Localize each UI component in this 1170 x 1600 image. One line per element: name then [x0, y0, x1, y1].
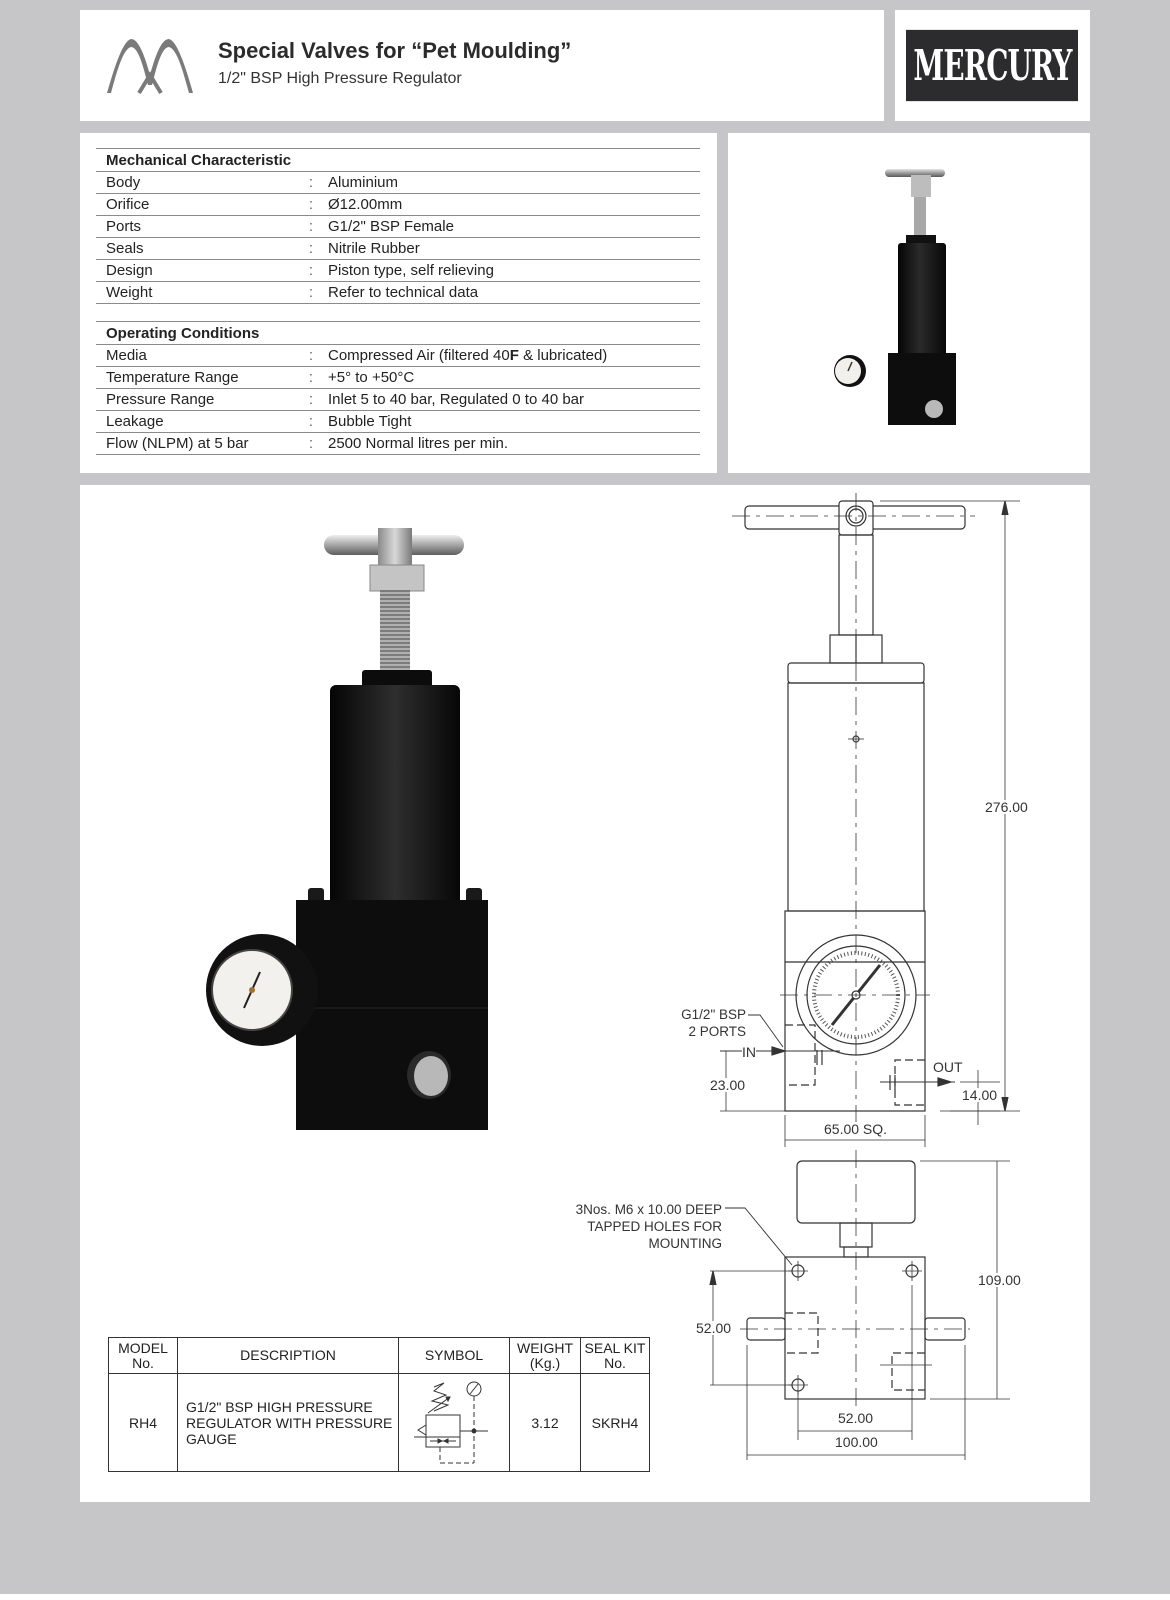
spec-row: Media : Compressed Air (filtered 40F & lubricated)	[96, 345, 700, 367]
out-label: OUT	[933, 1059, 963, 1075]
spec-row: Flow (NLPM) at 5 bar : 2500 Normal litres per min.	[96, 433, 700, 455]
spec-row: Pressure Range : Inlet 5 to 40 bar, Regulated 0 to 40 bar	[96, 389, 700, 411]
header-panel	[80, 10, 884, 121]
spec-row: Ports : G1/2" BSP Female	[96, 216, 700, 238]
spec-panel	[80, 133, 717, 473]
model-symbol	[399, 1374, 510, 1472]
mechanical-characteristic-table	[96, 148, 700, 304]
model-seal-kit: SKRH4	[581, 1374, 650, 1472]
bottom-strip	[0, 1594, 1170, 1600]
dim-overall-height: 276.00	[985, 799, 1028, 815]
dim-hole-vertical: 52.00	[696, 1320, 732, 1336]
spec-row: Design : Piston type, self relieving	[96, 260, 700, 282]
model-table	[108, 1337, 650, 1472]
spec-row: Seals : Nitrile Rubber	[96, 238, 700, 260]
regulator-symbol-icon	[404, 1375, 504, 1467]
brand-logo: MERCURY	[906, 30, 1078, 101]
mounting-holes-note: 3Nos. M6 x 10.00 DEEP TAPPED HOLES FOR MOUNTING	[575, 1202, 722, 1251]
dim-overall-width: 100.00	[835, 1434, 878, 1450]
section-heading: Mechanical Characteristic	[96, 149, 700, 172]
spec-row: Weight : Refer to technical data	[96, 282, 700, 304]
in-label: IN	[742, 1044, 756, 1060]
model-weight: 3.12	[510, 1374, 581, 1472]
ports-note: G1/2" BSP 2 PORTS	[681, 1007, 746, 1039]
section-heading: Operating Conditions	[96, 322, 700, 345]
dim-in-height: 23.00	[710, 1077, 746, 1093]
dim-top-height: 109.00	[978, 1272, 1021, 1288]
spec-row: Body : Aluminium	[96, 172, 700, 194]
spec-row: Leakage : Bubble Tight	[96, 411, 700, 433]
regulator-photo-small-icon	[728, 133, 1090, 473]
spec-row: Orifice : Ø12.00mm	[96, 194, 700, 216]
spec-row: Temperature Range : +5° to +50°C	[96, 367, 700, 389]
company-logo-icon	[105, 35, 195, 95]
drawing-panel	[80, 485, 1090, 1502]
table-row	[109, 1374, 650, 1472]
operating-conditions-table	[96, 321, 700, 455]
brand-panel	[895, 10, 1090, 121]
dim-out-height: 14.00	[962, 1087, 998, 1103]
page-title: Special Valves for “Pet Moulding”	[218, 38, 572, 63]
model-table-header: MODEL No. DESCRIPTION SYMBOL WEIGHT (Kg.) SEAL KIT No.	[109, 1338, 650, 1374]
product-photo-small	[728, 133, 1090, 473]
dim-hole-horizontal: 52.00	[838, 1410, 874, 1426]
page-subtitle: 1/2" BSP High Pressure Regulator	[218, 70, 462, 87]
dim-body-width: 65.00 SQ.	[824, 1121, 888, 1137]
model-no: RH4	[109, 1374, 178, 1472]
model-description: G1/2" BSP HIGH PRESSURE REGULATOR WITH PRESSURE GAUGE	[178, 1374, 399, 1472]
